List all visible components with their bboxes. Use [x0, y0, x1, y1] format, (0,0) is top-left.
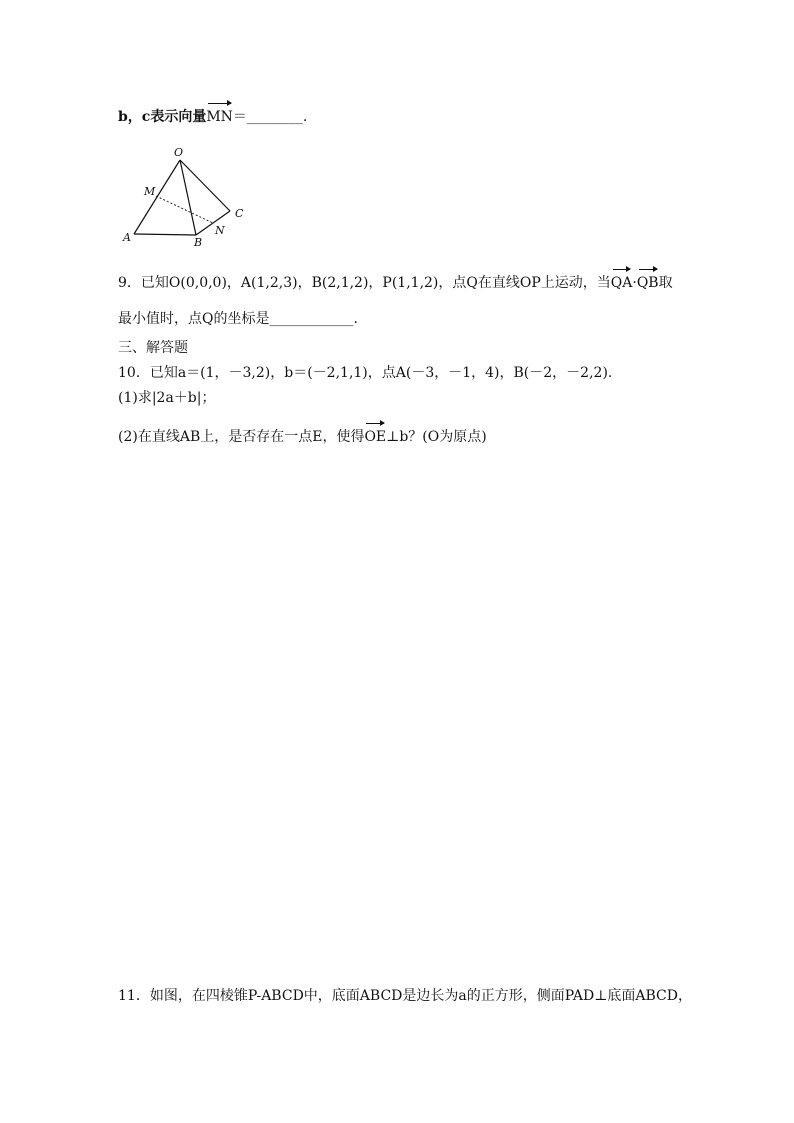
- label-m: M: [144, 185, 156, 198]
- q9-prefix: 9．已知O(0,0,0)，A(1,2,3)，B(2,1,2)，P(1,1,2)，点Q在直线OP上运动，当: [118, 275, 611, 291]
- q8-suffix: ＝________.: [232, 109, 308, 125]
- q10-part2-suffix: ⊥b？(O为原点): [386, 429, 487, 445]
- edge-ob: [180, 160, 196, 235]
- dot-product-symbol: ·: [632, 275, 637, 291]
- label-o: O: [174, 146, 184, 159]
- q10-stem: 10．已知a＝(1，－3,2)，b＝(－2,1,1)，点A(－3，－1，4)，B(－2，－2,2).: [118, 365, 613, 381]
- vector-oe: OE: [364, 429, 387, 445]
- vector-mn: MN: [206, 109, 233, 125]
- q10-part2: [118, 428, 487, 446]
- segment-mn: [156, 196, 213, 223]
- q9-line1: [118, 274, 673, 292]
- edge-oa: [134, 160, 180, 234]
- q10-part1: (1)求|2a＋b|；: [118, 390, 216, 406]
- edge-ab: [134, 234, 196, 235]
- section-title: 三、解答题: [118, 340, 188, 356]
- q10-part2-prefix: (2)在直线AB上，是否存在一点E，使得: [118, 429, 365, 445]
- vector-qa: QA: [610, 275, 633, 291]
- label-a: A: [123, 231, 131, 244]
- tetrahedron-figure: [118, 143, 258, 249]
- label-c: C: [235, 207, 244, 220]
- q11-text: 11．如图，在四棱锥P-ABCD中，底面ABCD是边长为a的正方形，侧面PAD⊥底面ABCD，: [118, 988, 692, 1004]
- q9-line2: 最小值时，点Q的坐标是____________.: [118, 311, 358, 327]
- edge-oc: [180, 160, 230, 211]
- label-b: B: [194, 236, 203, 249]
- vector-qb: QB: [636, 275, 659, 291]
- q8-tail-line: [118, 108, 307, 126]
- label-n: N: [215, 224, 225, 237]
- q9-suffix: 取: [658, 275, 673, 291]
- q8-prefix: b，c表示向量: [118, 109, 207, 125]
- edge-bc: [196, 211, 230, 235]
